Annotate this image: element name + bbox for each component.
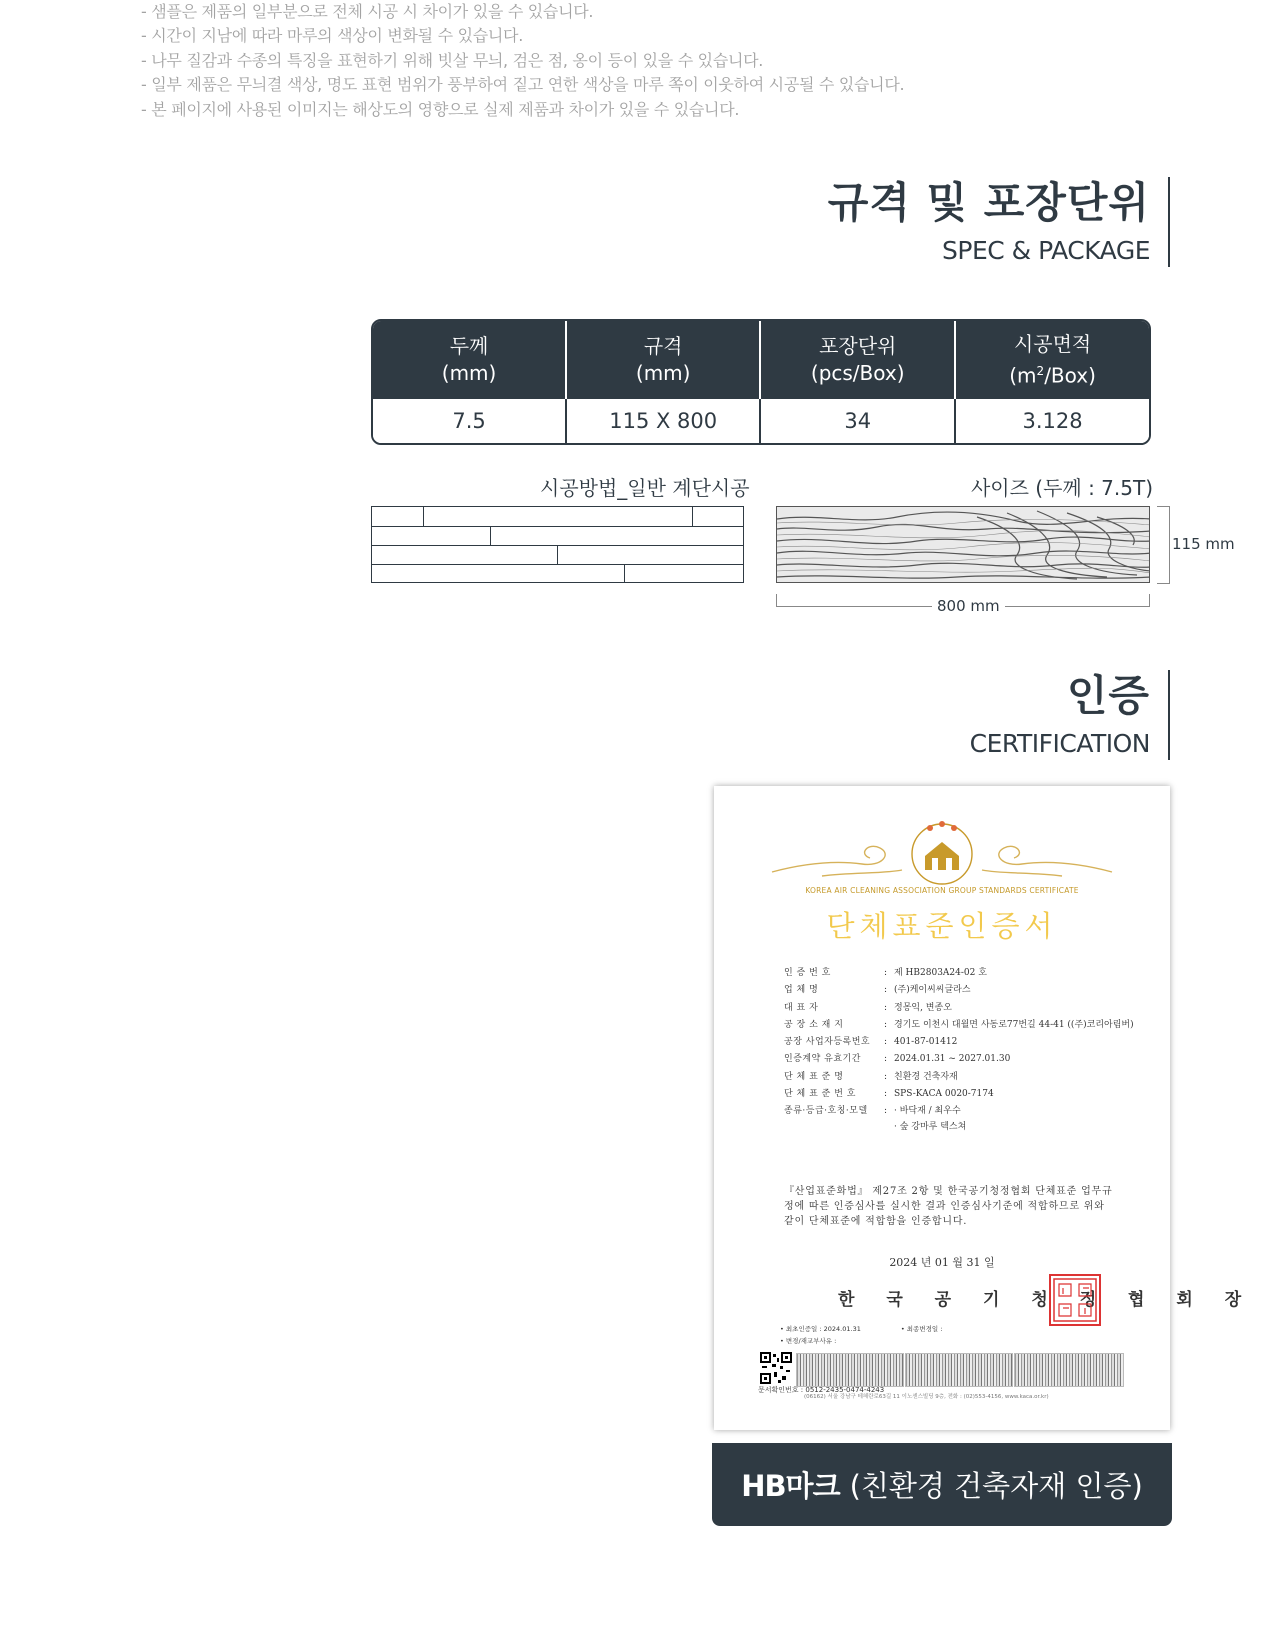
- note-line: - 시간이 지남에 따라 마루의 색상이 변화될 수 있습니다.: [141, 26, 523, 46]
- cert-doc-check-number: 문서확인번호 : 0512-2435-0474-4243: [758, 1386, 885, 1394]
- cert-section-header: [970, 670, 1170, 760]
- cert-body-text: 『산업표준화법』 제27조 2항 및 한국공기청정협회 단체표준 업무규정에 따른 인증심사를 실시한 결과 인증심사기준에 적합하므로 위와 같이 단체표준에 적합함을 인증합니다.: [784, 1186, 1113, 1227]
- cert-org-english: KOREA AIR CLEANING ASSOCIATION GROUP STANDARDS CERTIFICATE: [805, 886, 1079, 895]
- col-thickness-header: 두께 (mm): [373, 321, 567, 399]
- cert-field-row: 공장 사업자등록번호 : 401-87-01412: [784, 1037, 958, 1048]
- package-value: 34: [761, 399, 956, 443]
- plank-row: [372, 526, 743, 546]
- cert-field-row: 대 표 자 : 정몽익, 변종오: [784, 1002, 952, 1013]
- plank-row: [372, 507, 743, 527]
- spec-subtitle: SPEC & PACKAGE: [942, 236, 1150, 265]
- note-line: - 본 페이지에 사용된 이미지는 해상도의 영향으로 실제 제품과 차이가 있을 수 있습니다.: [141, 99, 740, 119]
- cert-meta: [780, 1323, 942, 1347]
- hb-emblem-icon: [762, 814, 1122, 894]
- plank-image: [776, 506, 1150, 583]
- size-label: 사이즈 (두께 : 7.5T): [970, 476, 1153, 500]
- security-pattern: [1014, 1353, 1124, 1387]
- area-value: 3.128: [956, 399, 1149, 443]
- security-pattern: [796, 1353, 904, 1387]
- wood-grain-pattern: [777, 507, 1150, 583]
- plank-row: [372, 545, 743, 565]
- cert-field-row: 공 장 소 재 지 : 경기도 이천시 대월면 사동로77번길 44-41 ((주)코리아림버): [784, 1019, 1134, 1030]
- cert-field-row: 단 체 표 준 명 : 친환경 건축자재: [784, 1071, 958, 1082]
- cert-field-row: 단 체 표 준 번 호 : SPS-KACA 0020-7174: [784, 1089, 994, 1100]
- cert-field-row: · 숲 강마루 텍스쳐: [894, 1121, 967, 1132]
- cert-field-row: 업 체 명 : (주)케이씨씨글라스: [784, 985, 971, 996]
- note-line: - 일부 제품은 무늬결 색상, 명도 표현 범위가 풍부하여 짙고 연한 색상을 마루 쪽이 이웃하여 시공될 수 있습니다.: [141, 75, 905, 95]
- cert-document-title: 단체표준인증서: [826, 909, 1058, 943]
- certificate-image: [714, 786, 1255, 1430]
- install-method-label: 시공방법_일반 계단시공: [540, 476, 750, 500]
- note-line: - 샘플은 제품의 일부분으로 전체 시공 시 차이가 있을 수 있습니다.: [141, 2, 594, 21]
- security-pattern: [905, 1353, 1013, 1387]
- cert-first-date: • 최초인증일 : 2024.01.31: [780, 1325, 861, 1333]
- cert-fields: [784, 965, 1134, 1133]
- width-dimension-bracket: [1157, 506, 1170, 584]
- spec-title: 규격 및 포장단위: [827, 178, 1150, 227]
- thickness-value: 7.5: [373, 399, 567, 443]
- hb-mark-label: HB마크: [741, 1469, 840, 1503]
- note-line: - 나무 질감과 수종의 특징을 표현하기 위해 빗살 무늬, 검은 점, 옹이 등이 있을 수 있습니다.: [141, 50, 764, 70]
- spec-value-row: [373, 399, 1149, 443]
- disclaimer-notes: [141, 0, 904, 122]
- cert-title: 인증: [1066, 671, 1150, 720]
- size-value: 115 X 800: [567, 399, 761, 443]
- cert-reissue: • 변경/재교부사유 :: [780, 1337, 837, 1345]
- hb-mark-description: (친환경 건축자재 인증): [849, 1469, 1143, 1503]
- install-method-diagram: [371, 506, 744, 583]
- cert-field-row: 종류·등급·호칭·모델 : · 바닥재 / 최우수: [784, 1106, 961, 1117]
- width-dimension-label: 115 mm: [1172, 535, 1235, 553]
- length-dimension-label: 800 mm: [932, 597, 1005, 615]
- cert-change-date: • 최종변경일 :: [900, 1325, 943, 1333]
- cert-subtitle: CERTIFICATION: [969, 729, 1150, 758]
- cert-field-row: 인 증 번 호 : 제 HB2803A24-02 호: [784, 968, 987, 978]
- cert-field-row: 인증계약 유효기간 : 2024.01.31 ~ 2027.01.30: [784, 1054, 1011, 1065]
- hb-mark-banner: [712, 1443, 1172, 1526]
- cert-signer: 한 국 공 기 청 정 협 회 장: [838, 1290, 1255, 1310]
- col-area-header: 시공면적 $(m^2/Box)$: [956, 321, 1149, 399]
- col-size-header: 규격 (mm): [567, 321, 761, 399]
- plank-row: [372, 564, 743, 583]
- spec-table: [371, 319, 1151, 445]
- spec-section-header: [828, 177, 1170, 267]
- official-seal-icon: [1049, 1274, 1101, 1326]
- qr-code-icon: [760, 1352, 792, 1384]
- spec-header-row: [373, 321, 1149, 399]
- cert-address: (06162) 서울 강남구 테헤란로63길 11 이노센스빌딩 9층, 전화 : (02)553-4156, www.kaca.or.kr): [804, 1394, 1049, 1400]
- col-package-header: 포장단위 (pcs/Box): [761, 321, 956, 399]
- cert-date: 2024 년 01 월 31 일: [889, 1256, 995, 1269]
